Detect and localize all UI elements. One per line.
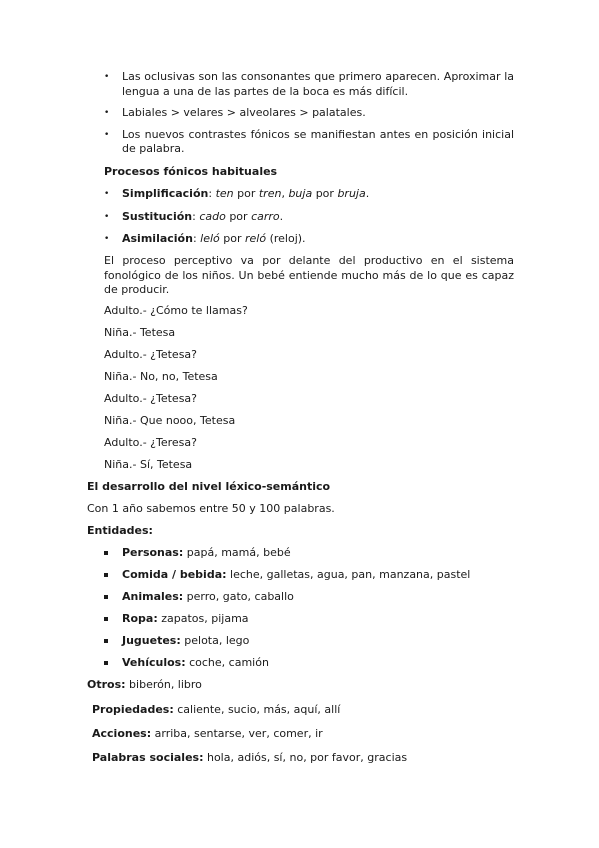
bullet-icon: • — [104, 189, 110, 199]
bullet-icon — [104, 639, 108, 643]
list-item: • Simplificación: ten por tren, buja por bruja. — [104, 187, 370, 200]
list-item: Animales: perro, gato, caballo — [104, 590, 294, 603]
list-item: Juguetes: pelota, lego — [104, 634, 249, 647]
bullet-icon: • — [104, 129, 110, 140]
bullet-icon — [104, 595, 108, 599]
bullet-icon: • — [104, 211, 110, 222]
procesos-heading: Procesos fónicos habituales — [104, 165, 278, 178]
bullet-icon — [104, 573, 108, 577]
lexico-intro: Con 1 año sabemos entre 50 y 100 palabras. — [87, 502, 335, 515]
acciones-line: Acciones: arriba, sentarse, ver, comer, ir — [92, 727, 323, 740]
dialogue-line: Adulto.- ¿Cómo te llamas? — [104, 304, 248, 317]
bullet-icon — [104, 551, 108, 555]
entidades-label: Entidades: — [87, 524, 153, 537]
list-item: • Asimilación: leló por reló (reloj). — [104, 232, 306, 245]
propiedades-line: Propiedades: caliente, sucio, más, aquí, allí — [92, 703, 341, 716]
list-item: • Los nuevos contrastes fónicos se manifiestan antes en posición inicial de palabra. — [104, 127, 514, 155]
list-item: Vehículos: coche, camión — [104, 656, 269, 669]
sociales-line: Palabras sociales: hola, adiós, sí, no, por favor, gracias — [92, 751, 408, 764]
bullet-icon — [104, 661, 108, 665]
list-item: Comida / bebida: leche, galletas, agua, pan, manzana, pastel — [104, 568, 470, 581]
dialogue-line: Niña.- No, no, Tetesa — [104, 370, 218, 383]
bullet-icon: • — [104, 72, 110, 82]
dialogue-line: Niña.- Sí, Tetesa — [104, 458, 193, 471]
bullet-icon: • — [104, 108, 110, 118]
bullet-icon: • — [104, 234, 110, 244]
perceptivo-paragraph: El proceso perceptivo va por delante del productivo en el sistema fonológico de los niños. Un bebé entiende mucho más de lo que es capaz de producir. — [104, 254, 514, 296]
lexico-heading: El desarrollo del nivel léxico-semántico — [87, 480, 331, 493]
otros-line: Otros: biberón, libro — [87, 678, 202, 691]
bullet-icon — [104, 617, 108, 621]
dialogue-line: Niña.- Que nooo, Tetesa — [104, 414, 236, 427]
dialogue-line: Adulto.- ¿Tetesa? — [104, 392, 198, 405]
procesos-list — [104, 187, 514, 254]
dialogue-line: Adulto.- ¿Tetesa? — [104, 348, 198, 361]
dialogue-line: Adulto.- ¿Teresa? — [104, 436, 197, 449]
list-item: Personas: papá, mamá, bebé — [104, 546, 291, 559]
dialogue-line: Niña.- Tetesa — [104, 326, 176, 339]
list-item: Ropa: zapatos, pijama — [104, 612, 249, 625]
oclusivas-list — [104, 70, 514, 164]
list-item: • Las oclusivas son las consonantes que primero aparecen. Aproximar la lengua a una de las partes de la boca es más difícil. — [104, 70, 514, 98]
list-item: • Sustitución: cado por carro. — [104, 209, 284, 223]
list-item: • Labiales > velares > alveolares > palatales. — [104, 106, 366, 119]
